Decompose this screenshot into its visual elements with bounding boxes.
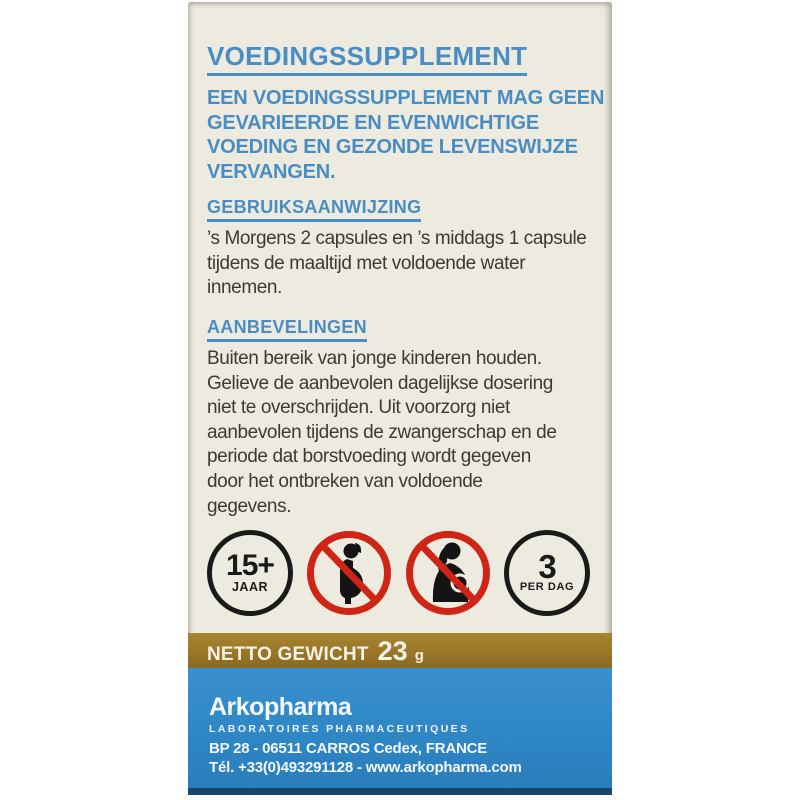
- recommendations-section: [207, 318, 367, 342]
- brand-tagline: LABORATOIRES PHARMACEUTIQUES: [209, 723, 470, 735]
- product-type-title: VOEDINGSSUPPLEMENT: [207, 43, 527, 76]
- usage-section: [207, 198, 421, 222]
- recommendations-heading: AANBEVELINGEN: [207, 318, 367, 342]
- net-weight-unit: g: [414, 647, 424, 664]
- net-weight-value: 23: [377, 636, 408, 666]
- usage-heading: GEBRUIKSAANWIJZING: [207, 198, 421, 222]
- net-weight-band: [188, 633, 612, 668]
- no-pregnancy-icon: [306, 530, 392, 616]
- brand-address: BP 28 - 06511 CARROS Cedex, FRANCE: [209, 740, 488, 757]
- daily-dose-label: PER DAG: [519, 581, 575, 593]
- age-limit-value: 15+: [226, 549, 274, 582]
- recommendations-text: Buiten bereik van jonge kinderen houden. Gelieve de aanbevolen dagelijkse dosering niet te overschrijden. Uit voorzorg niet aanbevolen tijdens de zwangerschap en de periode dat borstvoeding wordt gegeven door het ontbreken van voldoende gegevens.: [207, 348, 557, 517]
- pictogram-row: [207, 530, 590, 616]
- supplement-disclaimer: EEN VOEDINGSSUPPLEMENT MAG GEEN GEVARIEERDE EN EVENWICHTIGE VOEDING EN GEZONDE LEVENSWIJZE VERVANGEN.: [207, 87, 605, 183]
- usage-text: ’s Morgens 2 capsules en ’s middags 1 capsule tijdens de maaltijd met voldoende water innemen.: [207, 228, 587, 299]
- package-back-panel: [188, 2, 612, 795]
- daily-dose-badge: [504, 530, 590, 616]
- age-limit-label: JAAR: [231, 580, 269, 594]
- daily-dose-value: 3: [538, 548, 556, 585]
- brand-logo-text: Arkopharma: [209, 693, 352, 721]
- title-wrap: [207, 43, 527, 76]
- net-weight-label: NETTO GEWICHT: [207, 644, 369, 665]
- brand-band: [188, 668, 612, 795]
- age-limit-badge: [207, 530, 293, 616]
- no-breastfeeding-icon: [405, 530, 491, 616]
- brand-phone-web: Tél. +33(0)493291128 - www.arkopharma.com: [209, 759, 522, 776]
